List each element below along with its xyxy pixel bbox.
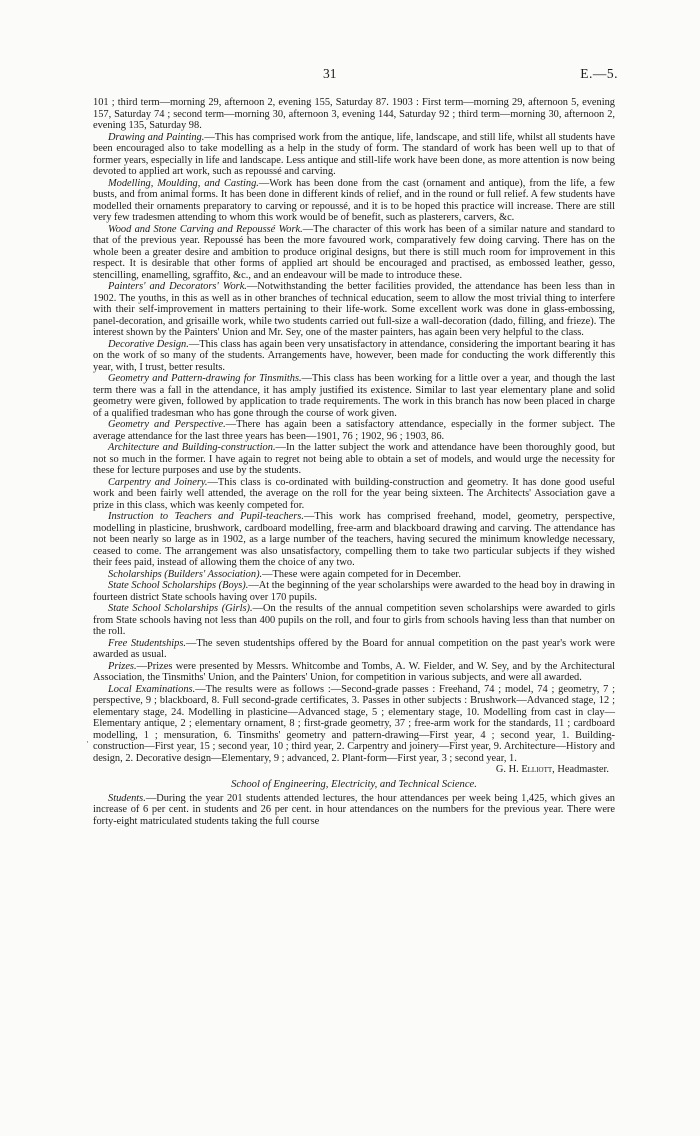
signature: G. H. Elliott, Headmaster. [495,764,609,775]
paragraph-heading: Instruction to Teachers and Pupil-teachers. [108,511,304,522]
paragraph-heading: Scholarships (Builders' Association). [108,568,263,580]
page-number: 31 [323,66,337,81]
report-body [93,97,615,827]
paragraph-heading: State School Scholarships (Girls). [108,603,253,614]
paragraph-heading: Wood and Stone Carving and Repoussé Work. [108,223,303,235]
report-paragraph: Instruction to Teachers and Pupil-teachers.—This work has comprised freehand, model, geometry, perspective, modelling in plasticine, brushwork, cardboard modelling, free-arm and blackboard drawing and carving. The attendance has not been nearly so large as in 1902, as a large number of the teachers, having secured the minimum knowledge necessary, ceased to come. The arrangement was also unsatisfactory, compelling them to take two particular subjects if they wished their fees paid, instead of allowing them the choice of any two. [93,511,615,568]
paragraph-heading: Modelling, Moulding, and Casting. [108,177,259,189]
paragraph-heading: Architecture and Building-construction. [108,442,276,453]
paragraph-heading: Prizes. [108,660,137,672]
paragraph-heading: Students. [108,792,146,804]
margin-mark: · [86,737,89,747]
paragraph-heading: Painters' and Decorators' Work. [108,281,247,292]
report-paragraph: Geometry and Pattern-drawing for Tinsmiths.—This class has been working for a little over a year, and though the last term there was a fall in the attendance, it has amply justified its existence. Similar to last year elementary plane and solid geometry were given, followed by application to trade requirements. The work in this branch has now been placed in charge of a qualified tradesman who has gone through the course of work given. [93,373,615,419]
report-paragraph: Carpentry and Joinery.—This class is co-ordinated with building-construction and geometry. It has done good useful work and been fairly well attended, the average on the roll for the year being sixteen. The Architects' Association gave a prize in this class, which was keenly competed for. [93,476,615,511]
report-paragraph: Drawing and Painting.—This has comprised work from the antique, life, landscape, and still life, whilst all students have been encouraged also to take modelling as a help in the study of form. The standard of work has been well up to that of former years, especially in life and landscape. Less antique and still-life work have been done, as more attention is now being devoted to applied art work, such as repoussé and carving. [93,131,615,177]
report-paragraph: Scholarships (Builders' Association).—These were again competed for in December. [108,568,461,580]
report-paragraph: Free Studentships.—The seven studentships offered by the Board for annual competition on the past year's work were awarded as usual. [93,637,615,660]
section-heading: School of Engineering, Electricity, and Technical Science. [231,778,477,790]
paragraph-heading: Geometry and Pattern-drawing for Tinsmiths. [108,373,302,384]
page-header [0,66,700,82]
paragraph-heading: Carpentry and Joinery. [108,476,208,488]
report-paragraph: Prizes.—Prizes were presented by Messrs. Whitcombe and Tombs, A. W. Fielder, and W. Sey, and by the Architectural Association, the Tinsmiths' Union, and the Painters' Union, for competition in various subjects, and were all awarded. [93,660,615,683]
report-paragraph: State School Scholarships (Boys).—At the beginning of the year scholarships were awarded to the head boy in drawing in fourteen district State schools having over 170 pupils. [93,580,615,603]
paragraph-heading: Geometry and Perspective. [108,419,226,430]
paragraph-heading: Decorative Design. [108,338,189,350]
paragraph-heading: Free Studentships. [108,637,186,649]
report-paragraph: State School Scholarships (Girls).—On the results of the annual competition seven scholarships were awarded to girls from State schools having not less than 400 pupils on the roll, and four to girls from schools having less than that number on the roll. [93,603,615,637]
report-paragraph: Students.—During the year 201 students attended lectures, the hour attendances per week being 1,425, which gives an increase of 6 per cent. in students and 26 per cent. in hour attendances on the numbers for the previous year. There were forty-eight matriculated students taking the full course [93,792,615,827]
paragraph-heading: State School Scholarships (Boys). [108,580,249,591]
paragraph-heading: Local Examinations. [108,683,196,695]
report-paragraph: Local Examinations.—The results were as follows :—Second-grade passes : Freehand, 74 ; model, 74 ; geometry, 7 ; perspective, 9 ; blackboard, 8. Full second-grade certificates, 3. Passes in other subjects : Brushwork—Advanced stage, 12 ; elementary stage, 24. Modelling in plasticine—Advanced stage, 5 ; elementary stage, 10. Modelling from cast in clay—Elementary antique, 2 ; elementary ornament, 8 ; first-grade geometry, 37 ; free-arm work for the standards, 11 ; cardboard modelling, 1 ; mensuration, 6. Tinsmiths' geometry and pattern-drawing—First year, 4 ; second year, 1. Building-construction—First year, 15 ; second year, 10 ; third year, 2. Carpentry and joinery—First year, 9. Architecture—History and design, 2. Decorative design—Elementary, 9 ; advanced, 2. Plant-form—First year, 3 ; second year, 1. [93,683,615,764]
document-reference: E.—5. [580,66,618,81]
report-paragraph: Wood and Stone Carving and Repoussé Work.—The character of this work has been of a similar nature and standard to that of the previous year. Repoussé has been the more favoured work, comparatively few doing carving. There has on the whole been a greater desire and ambition to produce original designs, but there is still much room for improvement in this respect. It is desirable that other forms of applied art should be encouraged and practised, as embossed leather, gesso, stencilling, enamelling, sgraffito, &c., and an endeavour will be made to introduce these. [93,223,615,281]
report-paragraph: Architecture and Building-construction.—In the latter subject the work and attendance have been thoroughly good, but not so much in the former. I have again to regret not being able to obtain a set of models, and would urge the necessity for these for lecture purposes and use by the students. [93,442,615,476]
report-paragraph: Painters' and Decorators' Work.—Notwithstanding the better facilities provided, the attendance has been less than in 1902. The youths, in this as well as in other branches of technical education, seem to allow the most trivial thing to interfere with their self-improvement in matters pertaining to their life-work. Some excellent work was done in glass-embossing, panel-decoration, and grisaille work, while two students carried out full-size a wall-decoration (dado, filling, and frieze). The interest shown by the Painters' Union and Mr. Sey, one of the master painters, has again been very helpful to the class. [93,281,615,338]
report-paragraph: 101 ; third term—morning 29, afternoon 2, evening 155, Saturday 87. 1903 : First term—morning 29, afternoon 5, evening 157, Saturday 74 ; second term—morning 30, afternoon 3, evening 144, Saturday 92 ; third term—morning 30, afternoon 2, evening 135, Saturday 98. [93,97,615,131]
report-paragraph: Decorative Design.—This class has again been very unsatisfactory in attendance, considering the important bearing it has on the work of so many of the students. Arrangements have, however, been made for conducting the work differently this year, with, I trust, better results. [93,338,615,373]
signature-surname: Elliott [521,764,553,775]
report-paragraph: Geometry and Perspective.—There has again been a satisfactory attendance, especially in the former subject. The average attendance for the last three years has been—1901, 76 ; 1902, 96 ; 1903, 86. [93,419,615,442]
report-paragraph: Modelling, Moulding, and Casting.—Work has been done from the cast (ornament and antique), from the life, a few busts, and from animal forms. It has been done in different kinds of relief, and in the round or full relief. A few students have modelled their ornaments preparatory to carving or repoussé, and it is to be hoped this practice will increase. There are still very few tradesmen attending to whom this work would be of benefit, such as plasterers, carvers, &c. [93,177,615,223]
paragraph-heading: Drawing and Painting. [108,131,205,143]
